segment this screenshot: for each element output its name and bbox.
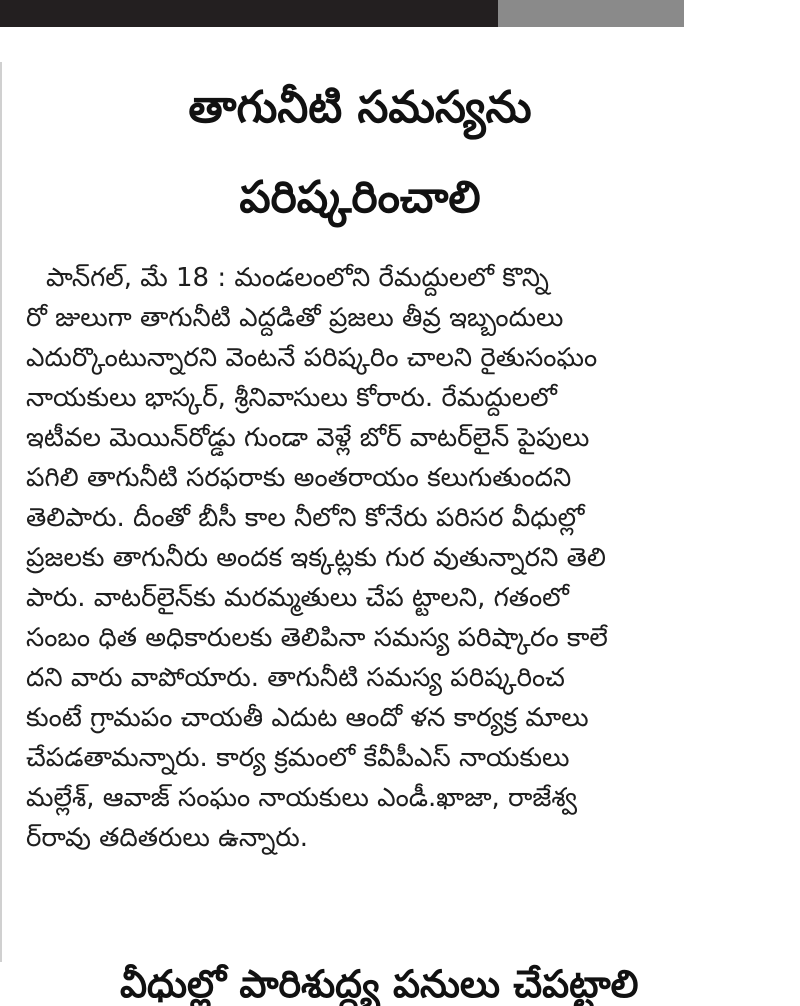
article-line: ఎదుర్కొంటున్నారని వెంటనే పరిష్కరిం చాలని రైతుసంఘం bbox=[26, 343, 598, 373]
next-article-headline: వీధుల్లో పారిశుద్ధ్య పనులు చేపట్టాలి bbox=[120, 962, 639, 1006]
page-header-bar bbox=[0, 0, 498, 27]
article-line: కుంటే గ్రామపం చాయతీ ఎదుట ఆందో ళన కార్యక్ర మాలు bbox=[26, 703, 589, 733]
column-rule bbox=[0, 62, 2, 962]
article-line: దని వారు వాపోయారు. తాగునీటి సమస్య పరిష్కరించ bbox=[26, 663, 565, 693]
next-article-clip bbox=[0, 962, 684, 1006]
headline-line-1: తాగునీటి సమస్యను bbox=[188, 82, 532, 133]
article-line: ఇటీవల మెయిన్‌రోడ్డు గుండా వెళ్లే బోర్ వాటర్‌లైన్ పైపులు bbox=[26, 423, 590, 453]
article-line: రో జులుగా తాగునీటి ఎద్దడితో ప్రజలు తీవ్ర ఇబ్బందులు bbox=[26, 303, 564, 333]
article-body bbox=[26, 258, 690, 858]
article-line: తెలిపారు. దీంతో బీసీ కాల నీలోని కోనేరు పరిసర వీధుల్లో bbox=[26, 503, 585, 533]
page-header-accent bbox=[498, 0, 684, 27]
article-line: సంబం ధిత అధికారులకు తెలిపినా సమస్య పరిష్కారం కాలే bbox=[26, 623, 608, 653]
article-line: పాన్‌గల్, మే 18 : మండలంలోని రేమద్దులలో కొన్ని bbox=[46, 263, 549, 293]
headline-line-2: పరిష్కరించాలి bbox=[239, 172, 481, 223]
article-line: మల్లేశ్, ఆవాజ్ సంఘం నాయకులు ఎండీ.ఖాజా, రాజేశ్వ bbox=[26, 783, 577, 813]
article-line: పగిలి తాగునీటి సరఫరాకు అంతరాయం కలుగుతుందని bbox=[26, 463, 572, 493]
article-line: పారు. వాటర్‌లైన్‌కు మరమ్మతులు చేప ట్టాలని, గతంలో bbox=[26, 583, 569, 613]
article-line: ర్‌రావు తదితరులు ఉన్నారు. bbox=[26, 823, 309, 853]
page-margin bbox=[684, 0, 800, 980]
article-line: నాయకులు భాస్కర్, శ్రీనివాసులు కోరారు. రేమద్దులలో bbox=[26, 383, 557, 413]
article-line: చేపడతామన్నారు. కార్య క్రమంలో కేవీపీఎస్ నాయకులు bbox=[26, 743, 570, 773]
article-line: ప్రజలకు తాగునీరు అందక ఇక్కట్లకు గుర వుతున్నారని తెలి bbox=[26, 543, 606, 573]
